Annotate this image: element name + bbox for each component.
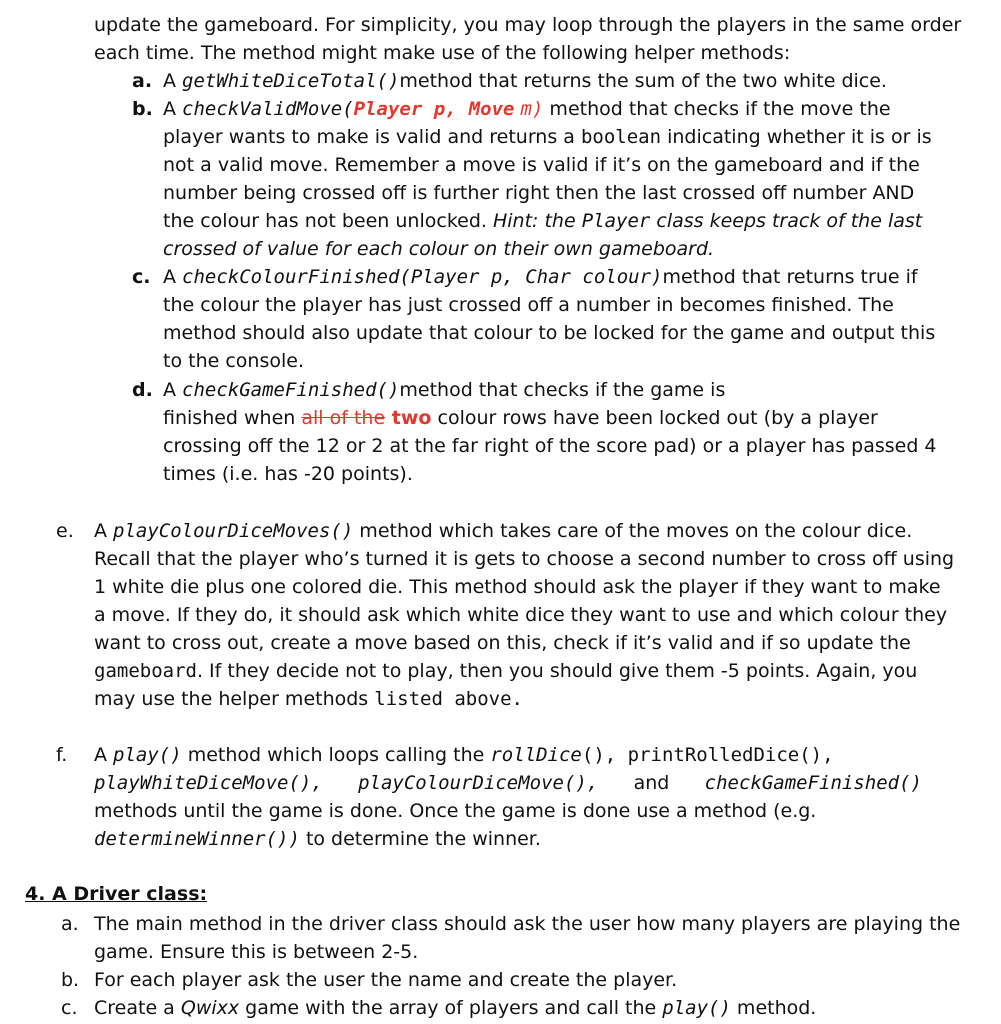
method-name: playColourDiceMoves() [113, 520, 354, 542]
helper-d-line-4: times (i.e. has -20 points). [163, 463, 413, 485]
section-heading-driver: 4. A Driver class: [25, 883, 208, 905]
method-checkgamefinished: checkGameFinished() [704, 772, 922, 794]
text: method that returns the sum of the two white dice. [399, 70, 887, 92]
text: A [163, 266, 183, 288]
method-play: play() [113, 744, 182, 766]
helper-a-marker: a. [132, 70, 153, 92]
param-move: Move [468, 98, 515, 120]
text: A [94, 744, 114, 766]
text: finished when [163, 407, 302, 429]
method-playwhitedicemove: playWhiteDiceMove(), [94, 772, 323, 794]
code-gameboard: gameboard [94, 660, 197, 682]
method-name: checkColourFinished(Player p, Char colour) [182, 266, 663, 288]
text: A [94, 520, 114, 542]
item-e-line-6 [94, 657, 917, 685]
inserted-text: two [385, 407, 432, 429]
driver-c-marker: c. [61, 997, 78, 1019]
method-playcolourdicemove: playColourDiceMove(), [358, 772, 599, 794]
method-printrolleddice: (), printRolledDice(), [581, 744, 834, 766]
helper-b-line-4: number being crossed off is further right then the last crossed off number AND [163, 182, 915, 204]
helper-c-line-3: method should also update that colour to be locked for the game and output this [163, 322, 936, 344]
item-e-line-4: a move. If they do, it should ask which white dice they want to use and which colour they [94, 604, 948, 626]
method-name: checkGameFinished() [182, 379, 400, 401]
text: A [163, 98, 183, 120]
text: . If they decide not to play, then you should give them -5 points. Again, you [196, 660, 918, 682]
item-e-line-3: 1 white die plus one colored die. This method should ask the player if they want to make [94, 576, 941, 598]
param-m: m) [520, 98, 544, 120]
class-player: Player [581, 210, 651, 232]
text: method which loops calling the [181, 744, 491, 766]
item-e-line-1 [94, 517, 912, 545]
hint: Hint: the [492, 210, 582, 232]
method-name: getWhiteDiceTotal() [182, 70, 400, 92]
helper-b-line-1 [163, 95, 891, 123]
driver-c-line-1 [94, 994, 816, 1022]
text: to determine the winner. [299, 828, 541, 850]
text: method that returns true if [662, 266, 918, 288]
helper-c-line-2: the colour the player has just crossed off a number in becomes finished. The [163, 294, 894, 316]
helper-b-line-3: not a valid move. Remember a move is valid if it’s on the gameboard and if the [163, 154, 920, 176]
helper-d-line-2 [163, 404, 878, 432]
text: game with the array of players and call the [239, 997, 663, 1019]
item-e-line-7 [94, 685, 523, 713]
item-f-line-3: methods until the game is done. Once the game is done use a method (e.g. [94, 800, 817, 822]
text: player wants to make is valid and returns a [163, 126, 581, 148]
qwixx: Qwixx [180, 997, 240, 1019]
helper-c-line-4: to the console. [163, 350, 304, 372]
helper-b-line-2 [163, 123, 932, 151]
text: method that checks if the move the [543, 98, 891, 120]
method-play: play() [662, 997, 731, 1019]
helper-c-marker: c. [132, 266, 151, 288]
method-name: checkValidMove( [182, 98, 354, 120]
item-e-line-2: Recall that the player who’s turned it is gets to choose a second number to cross off using [94, 548, 955, 570]
helper-d-line-3: crossing off the 12 or 2 at the far right of the score pad) or a player has passed 4 [163, 435, 937, 457]
method-rolldice: rollDice [490, 744, 582, 766]
text: method that checks if the game is [399, 379, 726, 401]
item-f-line-1 [94, 741, 834, 769]
text: method. [730, 997, 817, 1019]
item-e-line-5: want to cross out, create a move based on this, check if it’s valid and if so update the [94, 632, 911, 654]
text: Create a [94, 997, 181, 1019]
text: method which takes care of the moves on the colour dice. [353, 520, 913, 542]
hint: class keeps track of the last [650, 210, 923, 232]
helper-c-line-1 [163, 263, 918, 291]
code-listed-above: listed above. [374, 688, 523, 710]
text: A [163, 70, 183, 92]
item-e-marker: e. [56, 520, 74, 542]
method-determinewinner: determineWinner()) [94, 828, 300, 850]
helper-d-marker: d. [132, 379, 153, 401]
text: may use the helper methods [94, 688, 375, 710]
driver-a-marker: a. [61, 913, 79, 935]
text: A [163, 379, 183, 401]
text: indicating whether it is or is [661, 126, 932, 148]
helper-b-marker: b. [132, 98, 153, 120]
driver-a-line-1: The main method in the driver class should ask the user how many players are playing the [94, 913, 961, 935]
intro-line-1: update the gameboard. For simplicity, you may loop through the players in the same order [94, 14, 962, 36]
type-boolean: boolean [580, 126, 662, 148]
text: the colour has not been unlocked. [163, 210, 493, 232]
item-f-marker: f. [56, 744, 68, 766]
item-f-line-2 [94, 769, 922, 797]
intro-line-2: each time. The method might make use of the following helper methods: [94, 42, 791, 64]
text: colour rows have been locked out (by a player [431, 407, 878, 429]
driver-b-line-1: For each player ask the user the name and create the player. [94, 969, 678, 991]
helper-b-line-5 [163, 207, 922, 235]
driver-b-marker: b. [61, 969, 80, 991]
driver-a-line-2: game. Ensure this is between 2-5. [94, 941, 419, 963]
helper-b-line-6: crossed of value for each colour on their own gameboard. [163, 238, 715, 260]
item-f-line-4 [94, 825, 541, 853]
text-and: and [633, 772, 670, 794]
helper-d-line-1 [163, 376, 725, 404]
deleted-text: all of the [301, 407, 386, 429]
helper-a-line-1 [163, 67, 887, 95]
param-player: Player p, [353, 98, 457, 120]
